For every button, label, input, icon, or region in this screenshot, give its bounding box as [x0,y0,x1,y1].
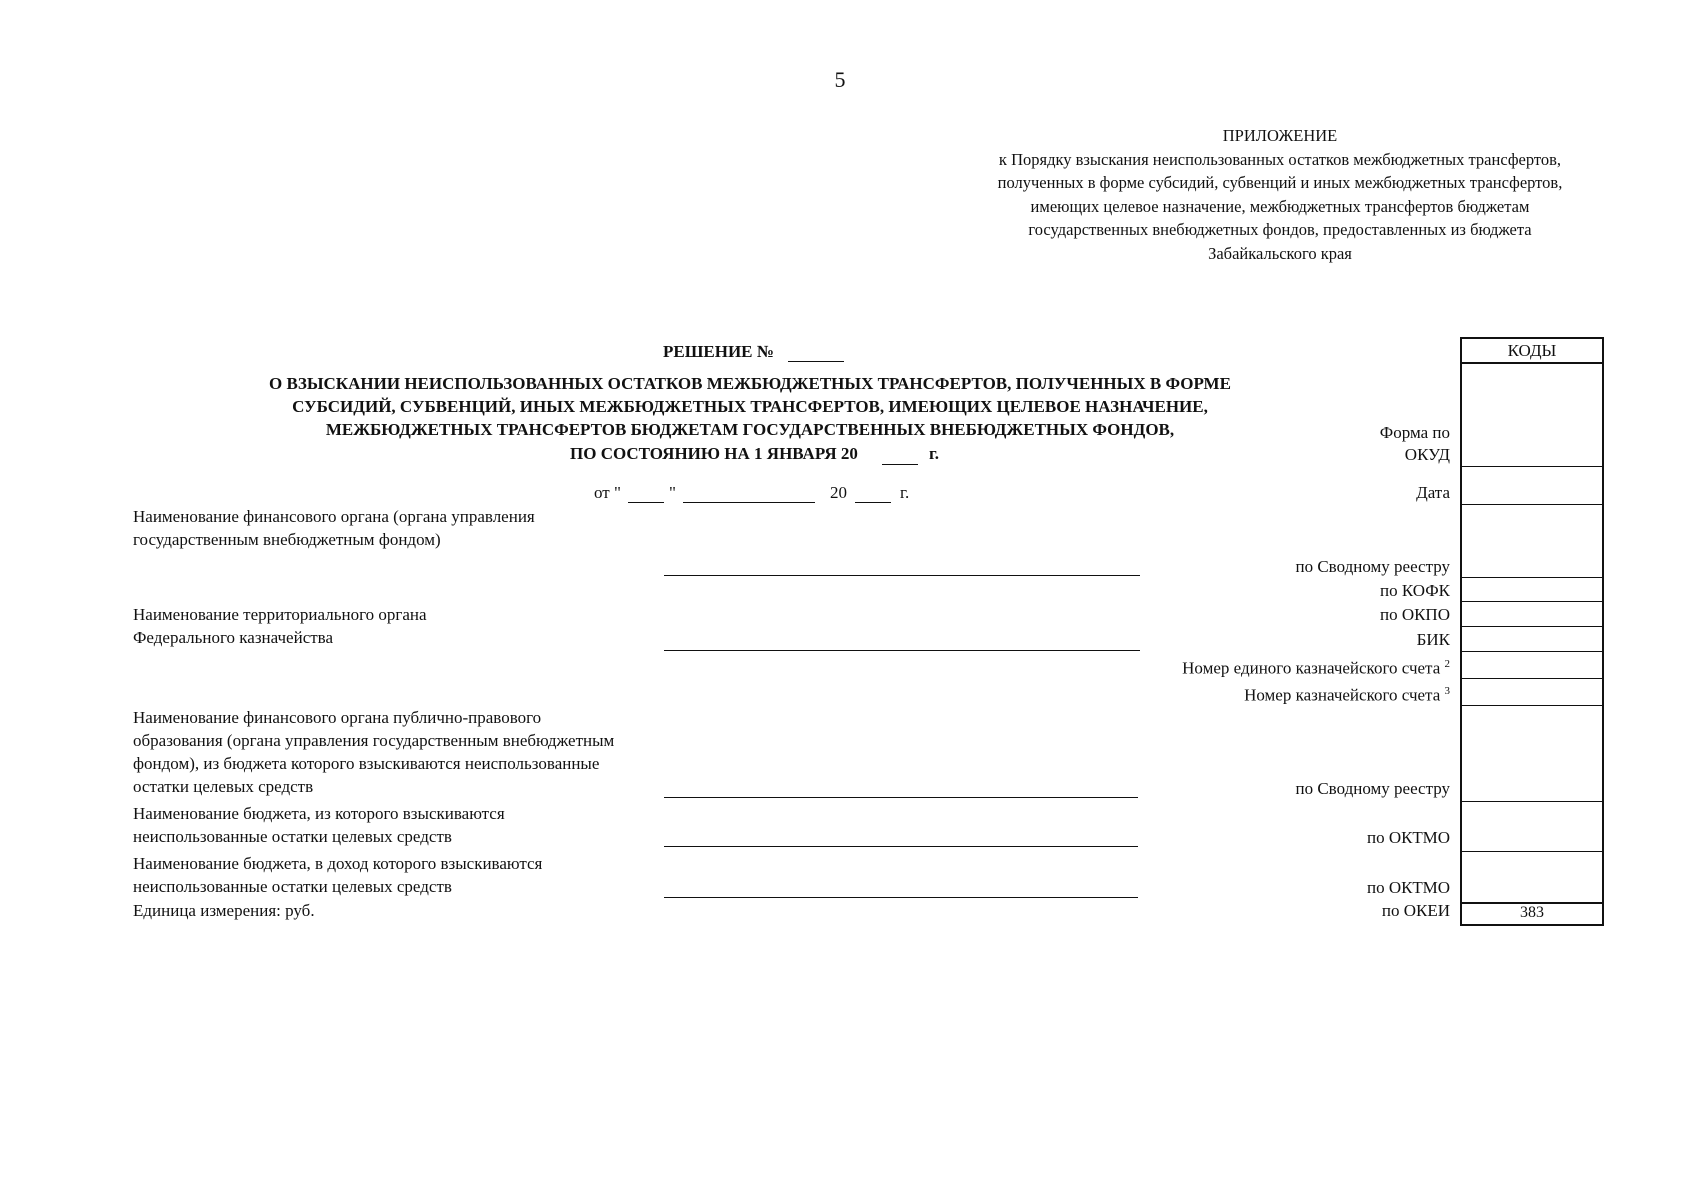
territorial-field[interactable] [664,650,1140,651]
label-unit: Единица измерения: руб. [133,901,315,920]
asof-year-blank[interactable] [882,464,918,465]
label-line: Наименование территориального органа [133,605,427,624]
label-fin-organ [133,505,535,551]
appendix-line: государственных внебюджетных фондов, предоставленных из бюджета [1028,220,1532,239]
appendix-line: Забайкальского края [1208,243,1352,263]
code-cell-oktmo-2[interactable] [1462,851,1602,904]
label-kofk: по КОФК [1379,581,1450,600]
label-okei: по ОКЕИ [1381,901,1450,920]
code-cell-oktmo-1[interactable] [1462,801,1602,852]
date-month-blank[interactable] [683,502,815,503]
code-cell-svod-1[interactable] [1462,504,1602,578]
eks-footnote: 2 [1444,658,1450,670]
label-ks [1244,680,1450,707]
budget-to-field[interactable] [664,897,1138,898]
public-fin-organ-field[interactable] [664,797,1138,798]
label-okud-1: Форма по [1379,423,1450,442]
appendix-block [960,124,1600,265]
label-line: образования (органа управления государственным внебюджетным [133,731,615,750]
code-cell-date[interactable] [1462,466,1602,505]
code-cell-eks[interactable] [1462,651,1602,679]
appendix-line: имеющих целевое назначение, межбюджетных трансфертов бюджетам [1030,196,1530,216]
eks-text: Номер единого казначейского счета [1182,658,1441,678]
label-line: Наименование бюджета, из которого взыскиваются [133,804,505,823]
codes-table [1460,337,1604,926]
label-date: Дата [1416,483,1450,502]
label-line: остатки целевых средств [133,777,314,796]
date-year-prefix: 20 [830,483,847,502]
decision-heading [170,372,1330,441]
code-cell-okpo[interactable] [1462,601,1602,627]
heading-line: МЕЖБЮДЖЕТНЫХ ТРАНСФЕРТОВ БЮДЖЕТАМ ГОСУДАРСТВЕННЫХ ВНЕБЮДЖЕТНЫХ ФОНДОВ, [325,420,1175,439]
label-line: Наименование бюджета, в доход которого взыскиваются [133,854,543,873]
label-line: Наименование финансового органа публично-правового [133,708,542,727]
date-from-label: от " [594,483,621,502]
label-line: государственным внебюджетным фондом) [133,530,441,549]
heading-line: О ВЗЫСКАНИИ НЕИСПОЛЬЗОВАННЫХ ОСТАТКОВ МЕЖБЮДЖЕТНЫХ ТРАНСФЕРТОВ, ПОЛУЧЕННЫХ В ФОРМЕ [269,374,1231,393]
asof-suffix: г. [929,444,940,463]
date-year-blank[interactable] [855,502,891,503]
ks-footnote: 3 [1444,685,1450,697]
appendix-line: полученных в форме субсидий, субвенций и иных межбюджетных трансфертов, [997,173,1563,192]
label-line: Наименование финансового органа (органа управления [133,507,535,526]
asof-prefix: ПО СОСТОЯНИЮ НА 1 ЯНВАРЯ 20 [570,444,858,463]
label-oktmo-1: по ОКТМО [1366,828,1450,847]
label-svod-2: по Сводному реестру [1295,779,1450,798]
codes-header: КОДЫ [1462,339,1602,364]
decision-number-blank[interactable] [788,361,844,362]
label-bik: БИК [1416,630,1450,649]
label-okpo: по ОКПО [1379,605,1450,624]
code-cell-ks[interactable] [1462,678,1602,706]
ks-text: Номер казначейского счета [1244,685,1441,705]
code-cell-svod-2[interactable] [1462,705,1602,802]
date-suffix: г. [900,483,910,502]
label-budget-to [133,852,542,898]
heading-line: СУБСИДИЙ, СУБВЕНЦИЙ, ИНЫХ МЕЖБЮДЖЕТНЫХ ТРАНСФЕРТОВ, ИМЕЮЩИХ ЦЕЛЕВОЕ НАЗНАЧЕНИЕ, [292,397,1208,416]
label-okud-2: ОКУД [1404,445,1450,464]
code-cell-bik[interactable] [1462,626,1602,652]
label-territorial [133,603,427,649]
code-cell-okud[interactable] [1462,364,1602,467]
label-line: неиспользованные остатки целевых средств [133,827,452,846]
fin-organ-field[interactable] [664,575,1140,576]
label-eks [1182,653,1450,680]
date-day-blank[interactable] [628,502,664,503]
appendix-title: ПРИЛОЖЕНИЕ [1222,126,1338,145]
label-budget-from [133,802,505,848]
appendix-line: к Порядку взыскания неиспользованных остатков межбюджетных трансфертов, [998,149,1562,169]
date-quote: " [669,483,676,502]
label-line: фондом), из бюджета которого взыскиваются неиспользованные [133,754,600,773]
label-oktmo-2: по ОКТМО [1366,878,1450,897]
label-public-fin-organ [133,706,614,798]
label-svod-1: по Сводному реестру [1295,557,1450,576]
label-line: Федерального казначейства [133,628,334,647]
label-line: неиспользованные остатки целевых средств [133,877,452,896]
budget-from-field[interactable] [664,846,1138,847]
decision-number-label: РЕШЕНИЕ № [663,342,774,361]
code-cell-okei[interactable]: 383 [1520,904,1544,921]
code-cell-kofk[interactable] [1462,577,1602,602]
page-number: 5 [834,67,846,92]
